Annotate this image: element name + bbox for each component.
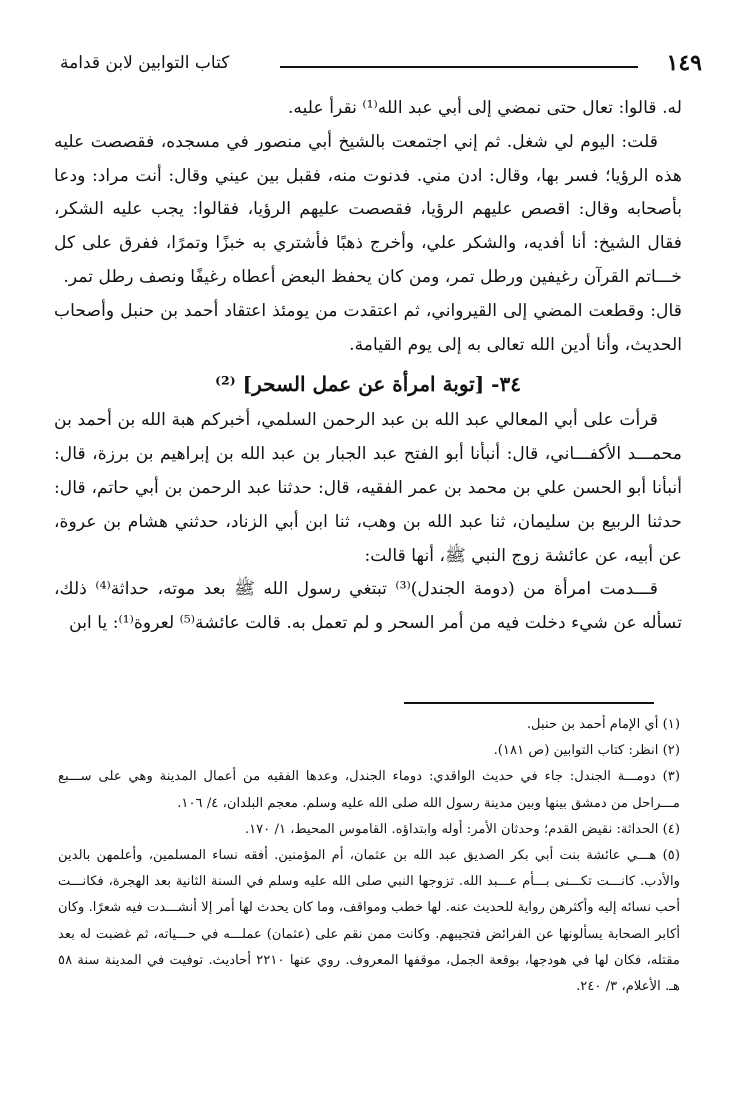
running-title: كتاب التوابين لابن قدامة [60, 53, 230, 73]
footnote-4: (٤) الحداثة: نقيض القدم؛ وحدثان الأمر: أوله وابتداؤه. القاموس المحيط، ١/ ١٧٠. [244, 821, 680, 837]
paragraph-1: له. قالوا: تعال حتى نمضي إلى أبي عبد الله⁽¹⁾ نقرأ عليه. [287, 98, 682, 118]
page-number: ١٤٩ [666, 50, 702, 76]
footnote-2: (٢) انظر: كتاب التوابين (ص ١٨١). [493, 743, 680, 759]
footnotes [58, 712, 680, 1000]
paragraph-2: قلت: اليوم لي شغل. ثم إني اجتمعت بالشيخ أبي منصور في مسجده، فقصصت عليه هذه الرؤيا؛ فسر بها، وقال: ادن مني. فدنوت منه، فقبل بين عيني وقال: أنت مراد: ودعا بأصحابه وقال: اقصص عليهم الرؤيا، فقصصت عليهم الرؤيا، فقالوا: يجب عليه الشكر، فقال الشيخ: أنا أفديه، والشكر علي، وأخرج ذهبًا فأشتري به خبزًا وتمرًا، ففرق على كل خـــاتم القرآن رغيفين ورطل تمر، ومن كان يحفظ البعض أعطاه رغيفًا ونصف رطل تمر. [54, 131, 682, 287]
paragraph-4: قرأت على أبي المعالي عبد الله بن عبد الرحمن السلمي، أخبركم هبة الله بن أحمد بن محمـــد الأكفـــاني، قال: أنبأنا أبو الفتح عبد الجبار بن عبد الله بن إبراهيم بن برزة، قال: أنبأنا أبو الحسن علي بن محمد بن عمر الفقيه، قال: حدثنا عبد الرحمن بن أبي حاتم، قال: حدثنا الربيع بن سليمان، ثنا عبد الله بن وهب، ثنا ابن أبي الزناد، حدثني هشام بن عروة، عن أبيه، عن عائشة زوج النبي ﷺ، أنها قالت: [54, 410, 682, 566]
header-rule [280, 66, 638, 68]
page-header [60, 50, 702, 86]
main-text [54, 92, 682, 641]
footnote-5: (٥) هـــي عائشة بنت أبي بكر الصديق عبد الله بن عثمان، أم المؤمنين. أفقه نساء المسلمين، وأعلمهن بالدين والأدب. كانـــت تكـــنى بـــأم عـــبد الله. تزوجها النبي صلى الله عليه وسلم في السنة الثانية بعد الهجرة، فكانـــت أحب نسائه إليه وأكثرهن رواية للحديث عنه. لها خطب ومواقف، وما كان يحدث لها أمر إلا أنشـــدت فيه شعرًا. وكان أكابر الصحابة يسألونها عن الفرائض فتجيبهم. وكانت ممن نقم على (عثمان) عملـــه في حـــياته، ثم غضبت له بعد مقتله، فكان لها في هودجها، بوقعة الجمل، موقفها المعروف. روي عنها ٢٢١٠ أحاديث. توفيت في المدينة سنة ٥٨ هـ. الأعلام، ٣/ ٢٤٠. [58, 848, 680, 995]
footnote-separator [404, 702, 654, 704]
footnote-3: (٣) دومـــة الجندل: جاء في حديث الواقدي: دوماء الجندل، وعدها الفقيه من أعمال المدينة وهي على ســـبع مـــراحل من دمشق بينها وبين مدينة رسول الله صلى الله عليه وسلم. معجم البلدان، ٤/ ١٠٦. [58, 769, 680, 811]
footnote-1: (١) أي الإمام أحمد بن حنبل. [526, 717, 680, 732]
section-heading: ٣٤- [توبة امرأة عن عمل السحر] ⁽²⁾ [215, 372, 521, 397]
paragraph-5: قـــدمت امرأة من (دومة الجندل)⁽³⁾ تبتغي رسول الله ﷺ بعد موته، حداثة⁽⁴⁾ ذلك، تسأله عن شيء دخلت فيه من أمر السحر و لم تعمل به. قالت عائشة⁽⁵⁾ لعروة⁽¹⁾: يا ابن [54, 579, 682, 634]
paragraph-3: قال: وقطعت المضي إلى القيرواني، ثم اعتقدت من يومئذ اعتقاد أحمد بن حنبل وأصحاب الحديث، وأنا أدين الله تعالى به إلى يوم القيامة. [54, 300, 682, 355]
